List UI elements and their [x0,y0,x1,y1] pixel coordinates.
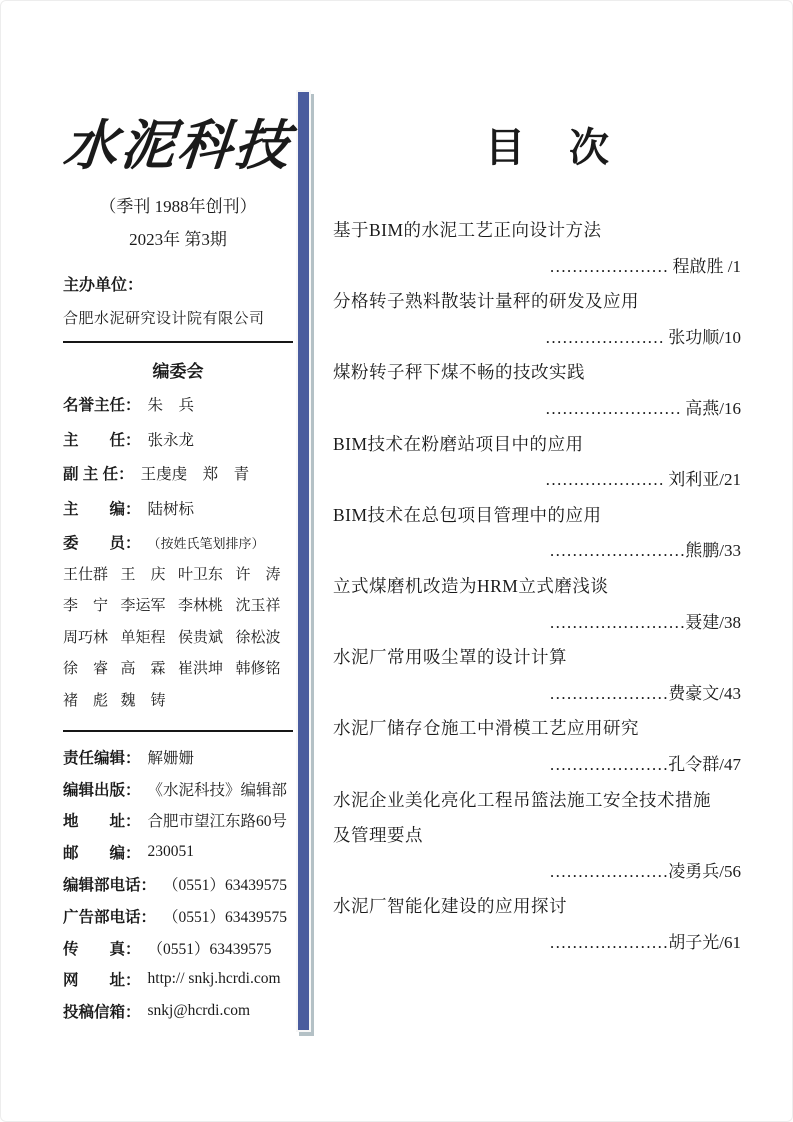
publication-info-value: （0551）63439575 [147,940,272,958]
publication-info-row [63,741,293,773]
publication-info-value: 230051 [147,843,195,861]
toc-entry [333,213,763,284]
board-role-label: 委 员： [63,535,141,553]
toc-author-page: …………………孔令群/47 [549,754,741,774]
publication-info-label: 邮 编： [63,845,141,863]
committee-member-name: 褚 彪 [63,692,109,709]
toc-entry [333,569,763,640]
committee-member-name: 单矩程 [120,629,166,646]
toc-author-page: …………………费豪文/43 [549,683,741,703]
divider-rule-top [63,341,293,343]
committee-member-name: 崔洪坤 [178,661,224,677]
committee-member-name: 侯贵斌 [178,629,224,646]
committee-member-name [178,686,236,718]
board-role-row [63,422,293,457]
publication-info-value: http:// snkj.hcrdi.com [147,970,281,988]
organizer-name: 合肥水泥研究设计院有限公司 [63,311,265,327]
toc-article-title: 水泥厂储存仓施工中滑模工艺应用研究 [333,718,639,739]
committee-member-name: 李运军 [120,598,166,614]
toc-author-page: ………………… 程啟胜 /1 [549,256,741,276]
committee-member-name: 王仕群 [63,566,109,583]
board-role-label: 名誉主任： [63,397,141,415]
toc-article-title: 水泥厂常用吸尘罩的设计计算 [333,647,567,668]
publication-info-label: 投稿信箱： [63,1004,141,1022]
publication-info [63,741,293,1027]
toc-article-title: 立式煤磨机改造为HRM立式磨浅谈 [333,575,609,596]
publication-info-label: 传 真： [63,940,141,958]
committee-member-name: 韩修铭 [235,661,281,677]
publication-info-value: 《水泥科技》编辑部 [147,781,288,799]
toc-entry [333,498,763,569]
divider-rule-bottom [63,730,293,732]
toc-entry [333,783,763,890]
board-role-value: 朱 兵 [147,397,195,415]
committee-member-name: 沈玉祥 [235,598,281,614]
toc-entry [333,427,763,498]
board-role-row [63,456,293,491]
publication-info-row [63,995,293,1027]
committee-member-name: 周巧林 [63,629,109,646]
committee-member-name: 徐 睿 [63,661,109,677]
publication-info-row [63,773,293,805]
toc-author-page: …………………… 高燕/16 [545,398,741,418]
organizer-label: 主办单位： [63,277,144,294]
toc-article-title: 水泥厂智能化建设的应用探讨 [333,896,567,917]
toc-list [333,213,763,960]
committee-member-name: 魏 铸 [120,692,166,709]
publication-info-row [63,805,293,837]
committee-member-name [236,686,294,718]
journal-issue: 2023年 第3期 [129,230,227,249]
toc-entry [333,355,763,426]
publication-info-row [63,900,293,932]
publication-info-row [63,964,293,996]
board-role-row [63,491,293,526]
toc-author-page: …………………胡子光/61 [549,932,741,952]
publication-info-row [63,868,293,900]
committee-member-name: 高 霖 [120,661,166,677]
publication-info-value: 解姗姗 [147,749,195,767]
board-role-value: 张永龙 [147,431,195,449]
committee-member-name: 李 宁 [63,598,109,614]
committee-member-name: 叶卫东 [178,566,224,583]
editorial-board-heading: 编委会 [152,362,204,381]
toc-author-page: …………………凌勇兵/56 [549,861,741,881]
toc-article-title: 煤粉转子秤下煤不畅的技改实践 [333,362,585,383]
board-role-label: 主 编： [63,500,141,518]
committee-member-name: 王 庆 [120,566,166,583]
toc-article-title: 及管理要点 [333,825,423,846]
board-role-label: 主 任： [63,431,141,449]
toc-entry [333,640,763,711]
board-role-row [63,525,293,560]
left-column [60,0,295,1027]
board-role-value: 陆树标 [147,500,195,518]
publication-info-value: （0551）63439575 [163,877,288,895]
toc-entry [333,889,763,960]
publication-info-label: 责任编辑： [63,749,141,767]
toc-author-page: ………………… 刘利亚/21 [545,470,741,490]
committee-member-name: 李林桃 [178,598,224,614]
publication-info-value: 合肥市望江东路60号 [147,813,288,831]
publication-info-label: 编辑部电话： [63,877,157,895]
toc-heading: 目 次 [485,125,611,170]
toc-article-title: 基于BIM的水泥工艺正向设计方法 [333,220,602,240]
board-role-value: 王虔虔 郑 青 [140,466,250,484]
publication-info-label: 网 址： [63,972,141,990]
toc-article-title: BIM技术在总包项目管理中的应用 [333,504,602,525]
publication-info-label: 地 址： [63,813,141,831]
journal-frequency-founding: （季刊 1988年创刊） [99,197,257,216]
toc-author-page: ……………………聂建/38 [549,612,741,632]
journal-title: 水泥科技 [60,116,295,176]
board-role-label: 副 主 任： [63,466,134,484]
toc-article-title: 分格转子熟料散装计量秤的研发及应用 [333,291,639,312]
toc-author-page: ………………… 张功顺/10 [545,327,741,347]
table-of-contents [333,0,763,960]
publication-info-label: 广告部电话： [63,908,157,926]
committee-member-name: 许 涛 [235,566,281,583]
board-role-value: （按姓氏笔划排序） [147,535,265,551]
toc-article-title: 水泥企业美化亮化工程吊篮法施工安全技术措施 [333,789,711,810]
committee-members-grid [63,560,293,718]
toc-entry [333,284,763,355]
publication-info-row [63,836,293,868]
publication-info-label: 编辑出版： [63,781,141,799]
vertical-divider-bar [296,90,311,1032]
board-role-row [63,387,293,422]
publication-info-row [63,932,293,964]
editorial-board-roles [63,387,293,560]
publication-info-value: snkj@hcrdi.com [147,1002,251,1020]
publication-info-value: （0551）63439575 [163,908,288,926]
toc-article-title: BIM技术在粉磨站项目中的应用 [333,433,584,454]
toc-author-page: ……………………熊鹏/33 [549,541,741,561]
toc-entry [333,711,763,782]
committee-member-name: 徐松波 [235,629,281,646]
